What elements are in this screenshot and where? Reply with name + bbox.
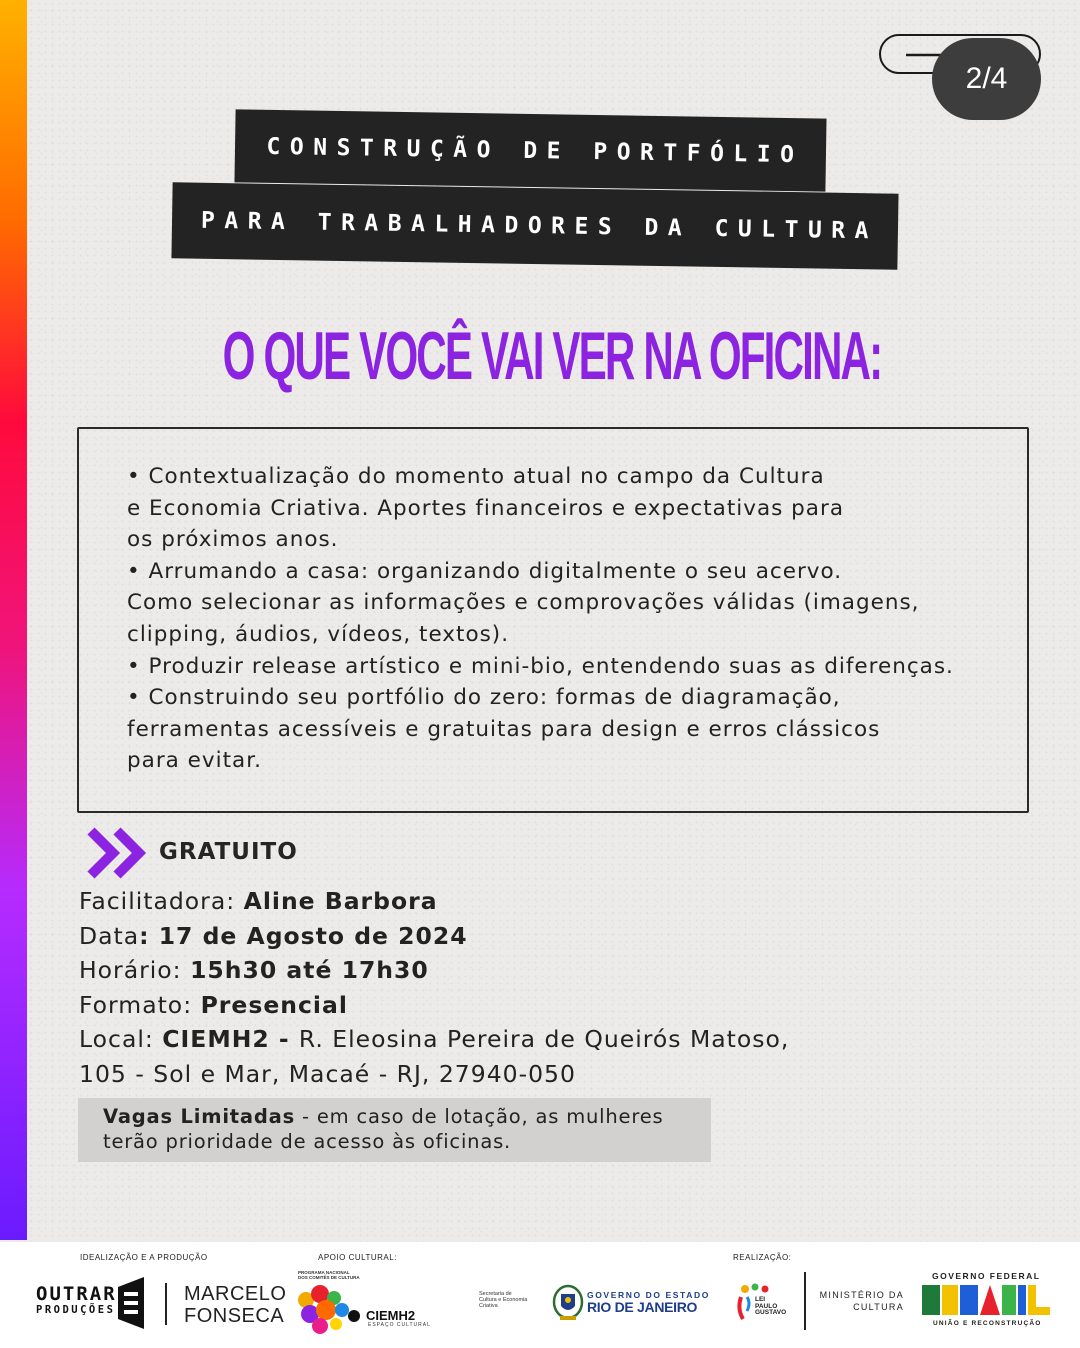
time-value: 15h30 até 17h30 xyxy=(190,956,429,985)
format-label: Formato: xyxy=(79,990,201,1019)
minc-line-2: CULTURA xyxy=(853,1302,904,1312)
idealization-label: IDEALIZAÇÃO E A PRODUÇÃO xyxy=(80,1253,208,1262)
rj-line-2: RIO DE JANEIRO xyxy=(587,1299,698,1315)
content-line: Como selecionar as informações e comprovações válidas (imagens, xyxy=(127,590,920,616)
event-details xyxy=(79,884,789,1092)
logo-divider xyxy=(165,1283,167,1325)
content-line: • Arrumando a casa: organizando digitalmente o seu acervo. xyxy=(127,558,843,584)
brasil-logo-icon xyxy=(922,1283,1050,1317)
format-value: Presencial xyxy=(200,990,348,1019)
governo-federal-label: GOVERNO FEDERAL xyxy=(932,1271,1041,1281)
marcelo-fonseca-logo xyxy=(184,1283,286,1327)
content-line: e Economia Criativa. Aportes financeiros e expectativas para xyxy=(127,495,844,521)
content-line: • Contextualização do momento atual no campo da Cultura xyxy=(127,464,825,489)
notice-text: - em caso de lotação, as mulheres xyxy=(295,1105,664,1128)
logo-divider xyxy=(804,1272,806,1330)
title-banner-1: CONSTRUÇÃO DE PORTFÓLIO xyxy=(234,109,826,191)
rj-line-1: GOVERNO DO ESTADO xyxy=(587,1290,710,1300)
ministerio-cultura-logo xyxy=(814,1289,904,1313)
pnc-line-2: DOS COMITÊS DE CULTURA xyxy=(298,1275,360,1280)
support-label: APOIO CULTURAL: xyxy=(318,1253,397,1262)
content-list xyxy=(127,461,1007,777)
notice-bold: Vagas Limitadas xyxy=(103,1105,296,1128)
marcelo-line-1: MARCELO xyxy=(184,1283,287,1305)
content-line: ferramentas acessíveis e gratuitas para design e erros clássicos xyxy=(127,716,881,742)
location-venue: CIEMH2 - xyxy=(162,1025,299,1054)
minc-line-1: MINISTÉRIO DA xyxy=(819,1290,904,1300)
free-label: GRATUITO xyxy=(159,839,298,865)
facilitator-value: Aline Barbora xyxy=(243,887,438,915)
outrar-name: OUTRAR xyxy=(36,1283,117,1305)
lpg-line-3: GUSTAVO xyxy=(755,1309,787,1316)
secretaria-line-3: Criativa xyxy=(479,1303,498,1309)
outrar-mark-icon xyxy=(118,1277,144,1329)
rio-de-janeiro-logo xyxy=(587,1290,710,1315)
content-line: • Produzir release artístico e mini-bio, entendendo suas as diferenças. xyxy=(127,653,954,679)
realization-label: REALIZAÇÃO: xyxy=(733,1253,792,1262)
content-line: • Construindo seu portfólio do zero: formas de diagramação, xyxy=(127,685,841,711)
secretaria-line-2: Cultura e Economia xyxy=(479,1297,528,1303)
content-line: clipping, áudios, vídeos, textos). xyxy=(127,621,510,647)
pnc-label xyxy=(298,1270,360,1280)
ciemh-dots-icon xyxy=(296,1280,364,1336)
location-address: R. Eleosina Pereira de Queirós Matoso, xyxy=(298,1025,790,1054)
facilitator-label: Facilitadora: xyxy=(79,887,244,915)
double-chevron-icon xyxy=(85,827,149,879)
gradient-stripe xyxy=(0,0,27,1240)
lei-paulo-gustavo-logo xyxy=(755,1297,786,1317)
marcelo-line-2: FONSECA xyxy=(184,1305,285,1327)
lpg-line-1: LEI xyxy=(755,1296,766,1303)
date-value: : 17 de Agosto de 2024 xyxy=(139,921,468,950)
pnc-line-1: PROGRAMA NACIONAL xyxy=(298,1270,350,1275)
content-line: os próximos anos. xyxy=(127,527,339,553)
crest-icon xyxy=(552,1284,584,1322)
ciemh-sub: ESPAÇO CULTURAL xyxy=(368,1322,431,1328)
location-row xyxy=(79,1022,789,1057)
notice-line-2: terão prioridade de acesso às oficinas. xyxy=(103,1130,512,1153)
page-counter[interactable]: 2/4 xyxy=(932,38,1041,120)
date-row xyxy=(79,919,789,954)
format-row xyxy=(79,988,789,1023)
time-label: Horário: xyxy=(79,956,191,985)
content-line: para evitar. xyxy=(127,748,262,774)
ciemh-name: CIEMH2 xyxy=(366,1308,416,1323)
limited-seats-notice xyxy=(78,1098,711,1162)
secretaria-line-1: Secretaria de xyxy=(479,1291,512,1297)
uniao-reconstrucao-label: UNIÃO E RECONSTRUÇÃO xyxy=(933,1320,1042,1327)
secretaria-logo xyxy=(479,1291,527,1309)
headline: O QUE VOCÊ VAI VER NA OFICINA: xyxy=(222,318,882,394)
date-label: Data xyxy=(79,921,140,950)
lpg-line-2: PAULO xyxy=(755,1302,778,1310)
facilitator-row xyxy=(79,884,789,919)
time-row xyxy=(79,953,789,988)
outrar-sub: PRODUÇÕES xyxy=(36,1304,116,1316)
location-address-2: 105 - Sol e Mar, Macaé - RJ, 27940-050 xyxy=(79,1059,576,1088)
outrar-logo xyxy=(36,1284,117,1316)
location-label: Local: xyxy=(79,1025,163,1054)
title-banner-2: PARA TRABALHADORES DA CULTURA xyxy=(171,182,898,269)
